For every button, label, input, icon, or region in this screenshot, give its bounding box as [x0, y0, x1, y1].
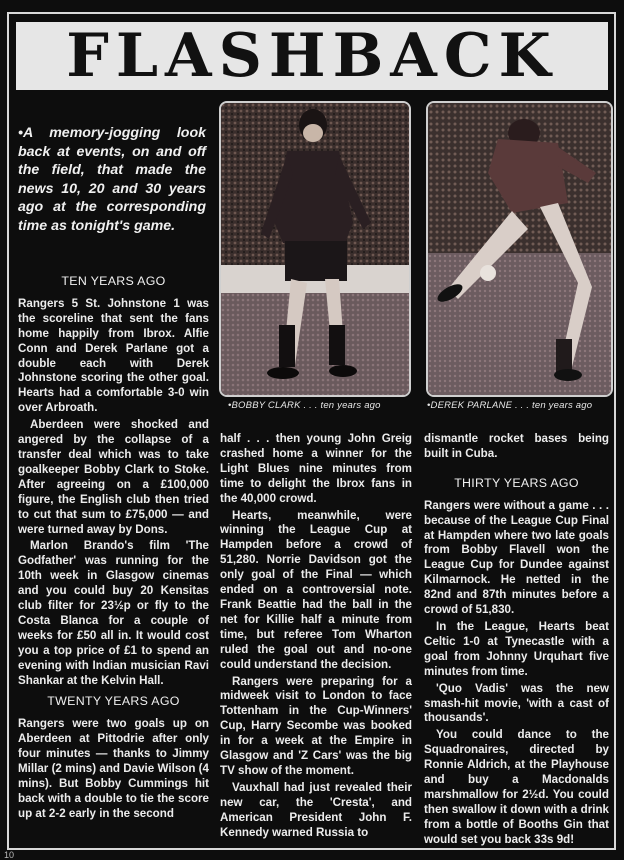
bobby-clark-image — [221, 103, 409, 395]
photo-derek-parlane — [426, 101, 613, 397]
masthead-title: FLASHBACK — [16, 22, 608, 90]
derek-parlane-image — [428, 103, 611, 395]
paragraph: Rangers 5 St. Johnstone 1 was the scoreline that sent the fans home happily from Ibrox. Alfie Conn and Derek Parlane got a double each with Derek Johnstone scoring the other goal. Hearts had a comfortable 3-0 win over Arbroath. — [18, 296, 209, 415]
paragraph: Hearts, meanwhile, were winning the League Cup at Hampden before a crowd of 51,280. Norrie Davidson got the only goal of the Final — which ended on a controversial note. Frank Beattie had the ball in the net for Killie half a minute from time, but referee Tom Wharton ruled the goal out and no-one could understand the decision. — [220, 508, 412, 671]
intro-blurb: •A memory-jogging look back at events, on and off the field, that made the news 10, 20 and 30 years ago at the corresponding time as tonight's game. — [18, 125, 206, 234]
paragraph: Rangers were two goals up on Aberdeen at Pittodrie after only four minutes — thanks to Jimmy Millar (2 mins) and Davie Wilson (4 mins). But Bobby Cummings hit back with a double to tie the score up at 2-2 early in the second — [18, 717, 209, 820]
photo-bobby-clark — [219, 101, 411, 397]
photo-caption-bobby-clark: •BOBBY CLARK . . . ten years ago — [228, 400, 381, 411]
paragraph: dismantle rocket bases being built in Cuba. — [424, 432, 609, 460]
paragraph: half . . . then young John Greig crashed home a winner for the Light Blues nine minutes from time to delight the Ibrox fans in the 40,000 crowd. — [220, 432, 412, 505]
article-column-3 — [424, 432, 609, 850]
paragraph: Aberdeen were shocked and angered by the collapse of a transfer deal which was to take goalkeeper Bobby Clark to Stoke. After agreeing on a £100,000 figure, the English club then tried to cut that sum to £75,000 — and were turned away by Dons. — [18, 418, 209, 536]
paragraph: In the League, Hearts beat Celtic 1-0 at Tynecastle with a goal from Johnny Urquhart five minutes from time. — [424, 619, 609, 678]
section-heading-ten-years: TEN YEARS AGO — [61, 274, 166, 288]
article-column-2 — [220, 432, 412, 842]
page-number: 10 — [4, 850, 15, 860]
section-heading-twenty-years: TWENTY YEARS AGO — [47, 694, 180, 709]
paragraph: Marlon Brando's film 'The Godfather' was running for the 10th week in Glasgow cinemas and you could buy 20 Kensitas club filter for 23½p or fly to the Costa Blanca for a couple of weeks for £50 all in. It would cost you a top price of £1 to spend an evening with Indian musician Ravi Shankar at the Kelvin Hall. — [18, 539, 209, 687]
paragraph: Rangers were without a game . . . because of the League Cup Final at Hampden where two late goals from Bobby Flavell won the League Cup for Dundee against Kilmarnock. He netted in the 82nd and 87th minutes before a crowd of 51,830. — [424, 498, 609, 617]
paragraph: You could dance to the Squadronaires, directed by Ronnie Aldrich, at the Playhouse and buy a Macdonalds marshmallow for 2½d. You could then swallow it down with a drink from a bottle of Booths Gin that would set you back 33s 9d! — [424, 728, 609, 846]
paragraph: Rangers were preparing for a midweek visit to London to face Tottenham in the Cup-Winners' Cup, Harry Secombe was booked in for a week at the Empire in Glasgow and 'Z Cars' was the big TV show of the moment. — [220, 674, 412, 777]
photo-caption-derek-parlane: •DEREK PARLANE . . . ten years ago — [427, 400, 593, 411]
section-heading-thirty-years: THIRTY YEARS AGO — [454, 475, 579, 490]
article-column-1 — [18, 268, 209, 824]
paragraph: Vauxhall had just revealed their new car, the 'Cresta', and American President John F. Kennedy warned Russia to — [220, 780, 412, 839]
paragraph: 'Quo Vadis' was the new smash-hit movie, 'with a cast of thousands'. — [424, 681, 609, 725]
